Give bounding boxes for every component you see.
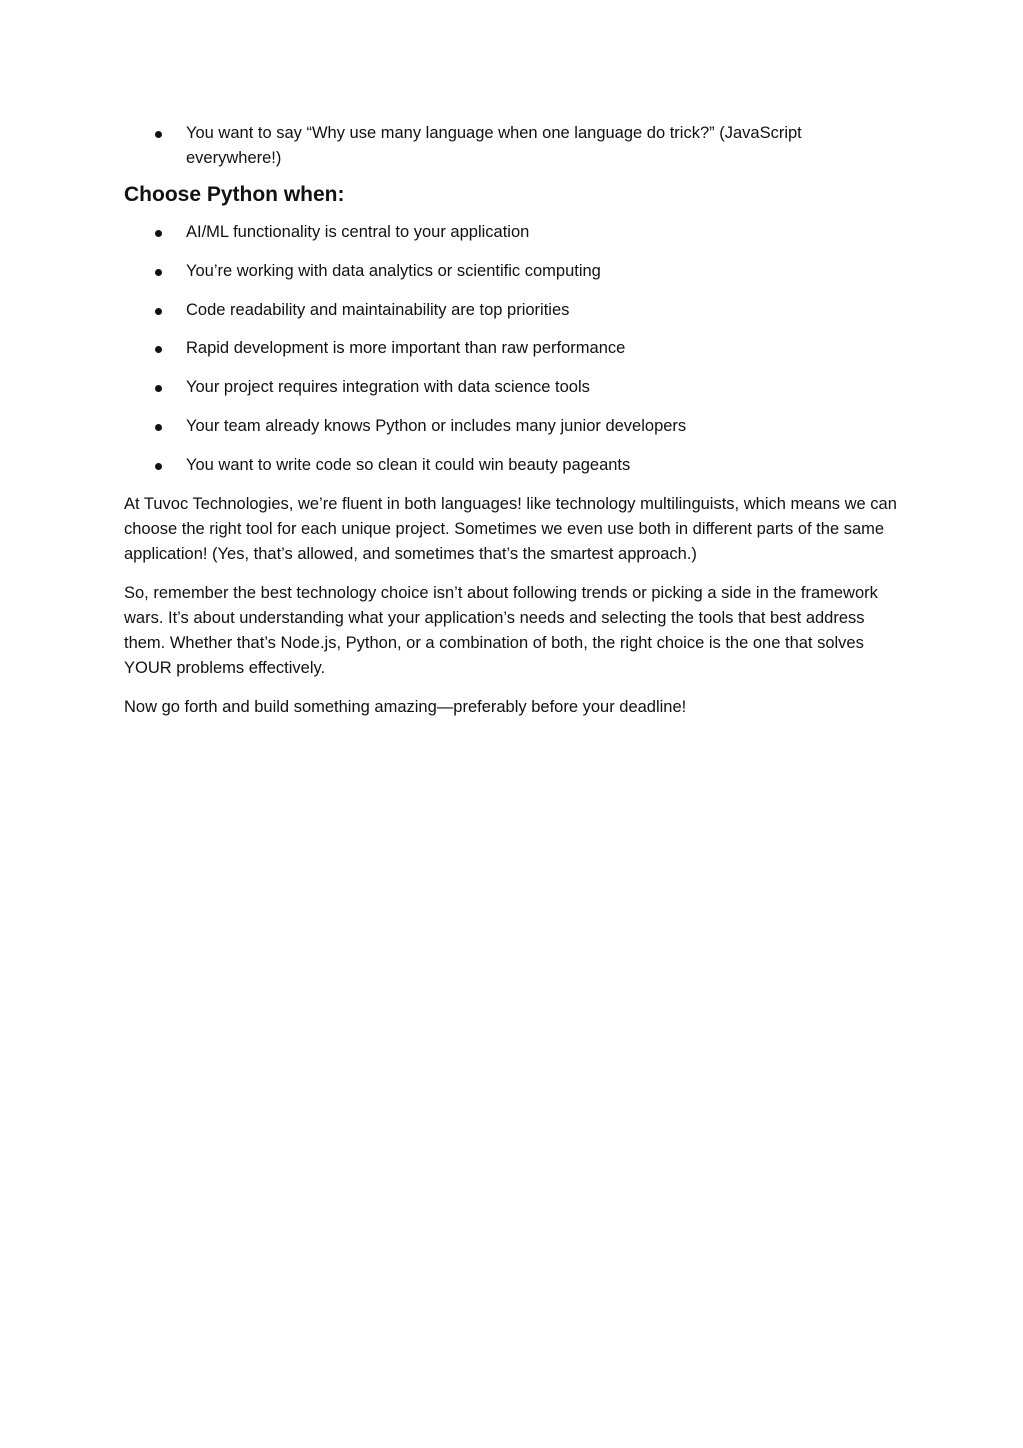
paragraph-tuvoc: At Tuvoc Technologies, we’re fluent in both languages! like technology multilinguists, which means we can choose the right tool for each unique project. Sometimes we even use both in different parts of the same application! (Yes, that’s allowed, and sometimes that’s the smartest approach.)	[124, 494, 897, 563]
paragraph-remember: So, remember the best technology choice isn’t about following trends or picking a side in the framework wars. It’s about understanding what your application’s needs and selecting the tools that best address them. Whether that’s Node.js, Python, or a combination of both, the right choice is the one that solves YOUR problems effectively.	[124, 583, 878, 677]
bullet-icon	[155, 269, 162, 276]
bullet-text: You want to write code so clean it could win beauty pageants	[186, 455, 631, 474]
bullet-icon	[155, 385, 162, 392]
bullet-text: Your project requires integration with data science tools	[186, 378, 590, 397]
paragraph-closing: Now go forth and build something amazing—preferably before your deadline!	[124, 697, 687, 716]
python-bullet-list	[124, 220, 899, 478]
list-item	[124, 336, 899, 361]
list-item	[124, 375, 899, 400]
bullet-icon	[155, 131, 162, 138]
bullet-text: Your team already knows Python or includes many junior developers	[186, 416, 687, 435]
list-item	[124, 259, 899, 284]
list-item	[124, 453, 899, 478]
bullet-icon	[155, 308, 162, 315]
list-item	[124, 298, 899, 323]
bullet-icon	[155, 230, 162, 237]
list-item	[124, 121, 899, 171]
section-heading: Choose Python when:	[124, 183, 345, 206]
list-item	[124, 414, 899, 439]
bullet-text: Rapid development is more important than raw performance	[186, 339, 626, 358]
bullet-text: Code readability and maintainability are top priorities	[186, 300, 570, 319]
bullet-icon	[155, 346, 162, 353]
bullet-text: You’re working with data analytics or scientific computing	[186, 261, 601, 280]
bullet-icon	[155, 424, 162, 431]
bullet-text: You want to say “Why use many language when one language do trick?” (JavaScript everywhere!)	[186, 124, 802, 167]
bullet-text: AI/ML functionality is central to your application	[186, 223, 530, 241]
list-item	[124, 220, 899, 245]
page-content	[124, 121, 899, 734]
intro-bullet-list	[124, 121, 899, 171]
bullet-icon	[155, 463, 162, 470]
